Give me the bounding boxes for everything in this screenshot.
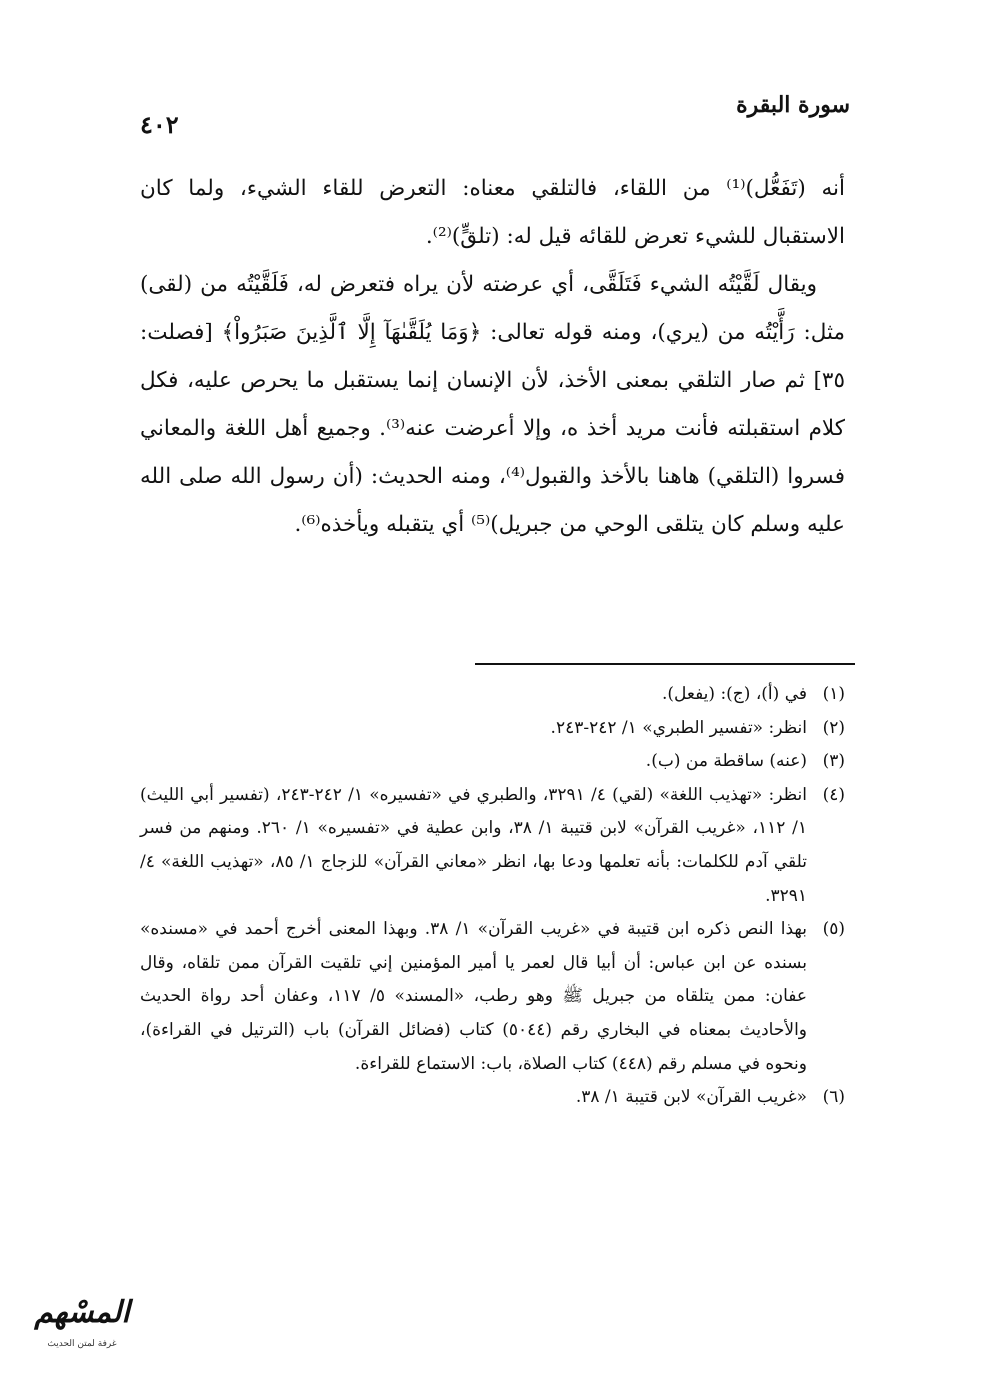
paragraph: ويقال لَقَّيْتُه الشيء فَتَلَقَّى، أي عرضته لأن يراه فتعرض له، فَلَقَّيْتُه من (لقى) مثل: رَأَّيْتُه من (يري)، ومنه قوله تعالى: ﴿وَمَا يُلَقَّىٰهَآ إِلَّا ٱلَّذِينَ صَبَرُواْ﴾ [فصلت: ٣٥] ثم صار التلقي بمعنى الأخذ، لأن الإنسان إنما يستقبل ما يحرص عليه، فكل كلام استقبلته فأنت مريد أخذ ه، وإلا أعرضت عنه⁽³⁾. وجميع أهل اللغة والمعاني فسروا (التلقي) هاهنا بالأخذ والقبول⁽⁴⁾، ومنه الحديث: (أن رسول الله صلى الله عليه وسلم كان يتلقى الوحي من جبريل)⁽⁵⁾ أي يتقبله ويأخذه⁽⁶⁾. bbox=[140, 272, 845, 537]
footnote bbox=[140, 779, 845, 913]
footnote-number: (٥) bbox=[822, 919, 845, 940]
footnote-number: (٤) bbox=[822, 784, 845, 805]
main-text bbox=[140, 165, 845, 549]
footnote-text: انظر: «تفسير الطبري» ١/ ٢٤٢-٢٤٣. bbox=[550, 717, 807, 738]
footnotes bbox=[140, 678, 845, 1115]
footnote bbox=[140, 678, 845, 712]
footnote-number: (٦) bbox=[822, 1087, 845, 1108]
logo-main-text: المسْهم bbox=[34, 1295, 130, 1330]
footnote-text: (عنه) ساقطة من (ب). bbox=[645, 751, 807, 772]
logo-small-text: غرفة لمتن الحديث bbox=[47, 1339, 117, 1349]
surah-title: سورة البقرة bbox=[736, 92, 850, 118]
footnote bbox=[140, 1081, 845, 1115]
footnote-number: (٣) bbox=[822, 751, 845, 772]
footnote-divider bbox=[475, 663, 855, 665]
footnote-text: بهذا النص ذكره ابن قتيبة في «غريب القرآن» ١/ ٣٨. وبهذا المعنى أخرج أحمد في «مسنده» بسنده عن ابن عباس: أن أبيا قال لعمر يا أمير المؤمنين إني تلقيت القرآن ممن تلقاه، وقال عفان: ممن يتلقاه من جبريل ﷺ وهو رطب، «المسند» ٥/ ١١٧، وعفان أحد رواة الحديث والأحاديث بمعناه في البخاري رقم (٥٠٤٤) كتاب (فضائل القرآن) باب (الترتيل في القراءة)، ونحوه في مسلم رقم (٤٤٨) كتاب الصلاة، باب: الاستماع للقراءة. bbox=[140, 919, 807, 1074]
footnote bbox=[140, 712, 845, 746]
footnote-text: في (أ)، (ج): (يفعل). bbox=[661, 684, 807, 704]
page-number: ٤٠٢ bbox=[140, 110, 179, 139]
footnote bbox=[140, 913, 845, 1081]
footnote-number: (٢) bbox=[822, 717, 845, 738]
publisher-logo bbox=[12, 1295, 152, 1365]
paragraph: أنه (تَفَعُّل)⁽¹⁾ من اللقاء، فالتلقي معناه: التعرض للقاء الشيء، ولما كان الاستقبال للشيء تعرض للقائه قيل له: (تلقٍّ)⁽²⁾. bbox=[140, 176, 845, 249]
footnote-number: (١) bbox=[822, 684, 845, 704]
footnote bbox=[140, 745, 845, 779]
footnote-text: انظر: «تهذيب اللغة» (لقي) ٤/ ٣٢٩١، والطبري في «تفسيره» ١/ ٢٤٢-٢٤٣، (تفسير أبي الليث) ١/ ١١٢، «غريب القرآن» لابن قتيبة ١/ ٣٨، وابن عطية في «تفسيره» ١/ ٢٦٠. ومنهم من فسر تلقي آدم للكلمات: بأنه تعلمها ودعا بها، انظر «معاني القرآن» للزجاج ١/ ٨٥، «تهذيب اللغة» ٤/ ٣٢٩١. bbox=[140, 784, 808, 906]
footnote-text: «غريب القرآن» لابن قتيبة ١/ ٣٨. bbox=[575, 1087, 807, 1108]
page-header bbox=[140, 92, 850, 139]
